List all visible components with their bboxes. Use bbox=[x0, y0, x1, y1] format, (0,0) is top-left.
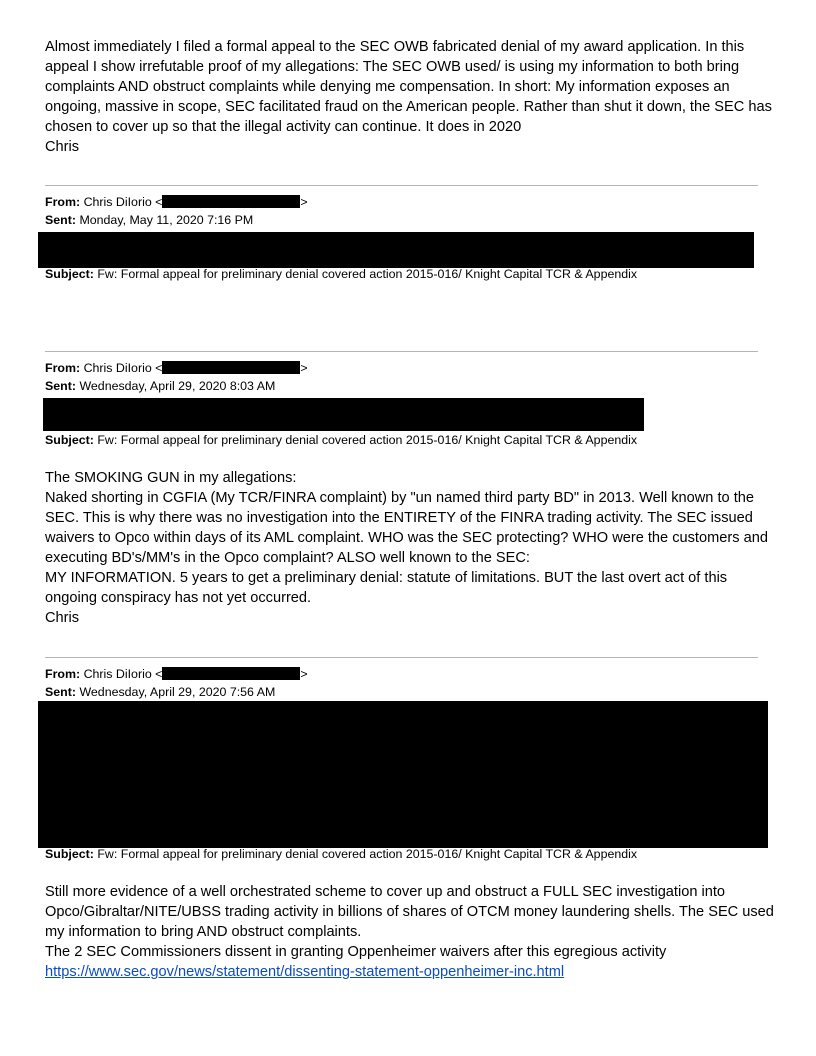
body-line: Opco/Gibraltar/NITE/UBSS trading activity in billions of shares of OTCM money laundering shells. The SEC used bbox=[45, 904, 774, 920]
sent-label: Sent: bbox=[45, 685, 76, 699]
subject-text: Fw: Formal appeal for preliminary denial covered action 2015-016/ Knight Capital TCR & Appendix bbox=[97, 267, 638, 281]
redaction-block bbox=[43, 398, 644, 431]
intro-line: appeal I show irrefutable proof of my allegations: The SEC OWB used/ is using my information to both bring bbox=[45, 59, 740, 75]
body-line: MY INFORMATION. 5 years to get a preliminary denial: statute of limitations. BUT the last overt act of this bbox=[45, 570, 728, 586]
email-sent bbox=[45, 683, 275, 701]
email-sent bbox=[45, 377, 275, 395]
body-line: Still more evidence of a well orchestrated scheme to cover up and obstruct a FULL SEC investigation into bbox=[45, 884, 726, 900]
divider bbox=[45, 657, 758, 658]
redaction-block bbox=[162, 195, 300, 208]
from-close: > bbox=[300, 195, 308, 209]
email-sent bbox=[45, 211, 253, 229]
subject-text: Fw: Formal appeal for preliminary denial covered action 2015-016/ Knight Capital TCR & Appendix bbox=[97, 847, 638, 861]
subject-text: Fw: Formal appeal for preliminary denial covered action 2015-016/ Knight Capital TCR & Appendix bbox=[97, 433, 638, 447]
subject-label: Subject: bbox=[45, 267, 94, 281]
sent-date: Monday, May 11, 2020 7:16 PM bbox=[79, 213, 254, 227]
from-label: From: bbox=[45, 195, 81, 209]
redaction-block bbox=[162, 667, 300, 680]
email-subject bbox=[45, 265, 637, 283]
from-name: Chris DiIorio < bbox=[83, 195, 163, 209]
sent-date: Wednesday, April 29, 2020 8:03 AM bbox=[79, 379, 276, 393]
body-line: ongoing conspiracy has not yet occurred. bbox=[45, 590, 312, 606]
body-line: The 2 SEC Commissioners dissent in granting Oppenheimer waivers after this egregious activity bbox=[45, 944, 667, 960]
from-close: > bbox=[300, 361, 308, 375]
subject-label: Subject: bbox=[45, 433, 94, 447]
intro-line: chosen to cover up so that the illegal activity can continue. It does in 2020 bbox=[45, 119, 522, 135]
email-from bbox=[45, 665, 308, 683]
sent-label: Sent: bbox=[45, 379, 76, 393]
body-line: waivers to Opco within days of its AML complaint. WHO was the SEC protecting? WHO were the customers and bbox=[45, 530, 768, 546]
sent-date: Wednesday, April 29, 2020 7:56 AM bbox=[79, 685, 276, 699]
body-line: Naked shorting in CGFIA (My TCR/FINRA complaint) by "un named third party BD" in 2013. Well known to the bbox=[45, 490, 754, 506]
divider bbox=[45, 351, 758, 352]
sent-label: Sent: bbox=[45, 213, 76, 227]
intro-signature: Chris bbox=[45, 139, 80, 155]
intro-line: ongoing, massive in scope, SEC facilitated fraud on the American people. Rather than shut it down, the SEC has bbox=[45, 99, 772, 115]
smoking-gun-paragraph bbox=[45, 468, 775, 628]
subject-label: Subject: bbox=[45, 847, 94, 861]
redaction-block bbox=[38, 232, 754, 268]
divider bbox=[45, 185, 758, 186]
email-from bbox=[45, 193, 308, 211]
email-subject bbox=[45, 845, 637, 863]
from-close: > bbox=[300, 667, 308, 681]
body-line: SEC. This is why there was no investigation into the ENTIRETY of the FINRA trading activity. The SEC issued bbox=[45, 510, 753, 526]
email-from bbox=[45, 359, 308, 377]
intro-line: Almost immediately I filed a formal appeal to the SEC OWB fabricated denial of my award application. In this bbox=[45, 39, 745, 55]
body-line: my information to bring AND obstruct complaints. bbox=[45, 924, 362, 940]
from-label: From: bbox=[45, 667, 81, 681]
redaction-block bbox=[38, 701, 768, 848]
from-name: Chris DiIorio < bbox=[83, 361, 163, 375]
email-subject bbox=[45, 431, 637, 449]
body-line: The SMOKING GUN in my allegations: bbox=[45, 470, 297, 486]
signature: Chris bbox=[45, 610, 80, 626]
sec-dissent-link[interactable]: https://www.sec.gov/news/statement/dissenting-statement-oppenheimer-inc.html bbox=[45, 964, 565, 980]
from-label: From: bbox=[45, 361, 81, 375]
redaction-block bbox=[162, 361, 300, 374]
evidence-paragraph bbox=[45, 882, 775, 982]
from-name: Chris DiIorio < bbox=[83, 667, 163, 681]
body-line: executing BD's/MM's in the Opco complaint? ALSO well known to the SEC: bbox=[45, 550, 530, 566]
intro-paragraph bbox=[45, 37, 775, 157]
intro-line: complaints AND obstruct complaints while denying me compensation. In short: My information exposes an bbox=[45, 79, 730, 95]
